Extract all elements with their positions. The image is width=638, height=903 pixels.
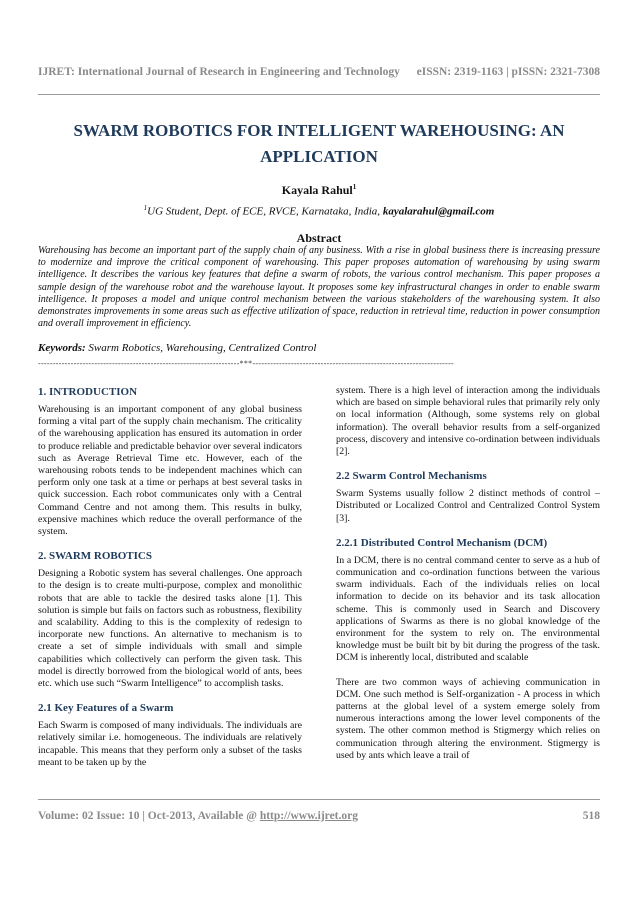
volume-info	[38, 810, 358, 822]
subsection-heading-key-features: 2.1 Key Features of a Swarm	[38, 702, 174, 715]
introduction-paragraph: Warehousing is an important component of any global business forming a vital part of the supply chain mechanism. The criticality of the warehousing application has ensured its automation in order to produce reliable and predictable behavior over several indicators such as Average Retrieval Time etc. However, each of the warehousing robots tends to be independent machines which can perform only one task at a time or perhaps at best several tasks in quick succession. Each robot communicates only with a Central Command Centre and not among them. This results in bulky, expensive machines which reduce the overall performance of the system.	[38, 404, 302, 538]
section-heading-swarm-robotics: 2. SWARM ROBOTICS	[38, 550, 152, 563]
journal-url-link[interactable]: http://www.ijret.org	[259, 810, 358, 822]
abstract-text: Warehousing has become an important part of the supply chain of any business. With a rise in global business there is increasing pressure to modernize and improve the critical component of warehousing. This paper proposes automation of warehousing by using swarm intelligence. It describes the various key features that define a swarm of robots, the various control mechanism. This paper proposes a sample design of the warehouse robot and the warehouse layout. It proposes some key infrastructural changes in order to enable swarm intelligence. It proposes a model and unique control mechanism between the various stakeholders of the warehousing system. It also demonstrates improvements in some areas such as effective utilization of space, reduction in retrieval time, reduction in power consumption and overall improvement in efficiency.	[38, 245, 600, 330]
author-superscript: 1	[352, 183, 357, 191]
abstract-heading: Abstract	[296, 231, 342, 245]
author-name	[38, 183, 600, 198]
running-header	[38, 66, 600, 78]
right-column	[336, 385, 600, 774]
author-name-text: Kayala Rahul	[281, 183, 353, 197]
volume-text: Volume: 02 Issue: 10 | Oct-2013, Available @	[38, 810, 260, 822]
control-mechanisms-paragraph: Swarm Systems usually follow 2 distinct methods of control – Distributed or Localized Control and Centralized Control System [3].	[336, 488, 600, 524]
keywords-line	[38, 342, 600, 354]
dcm-paragraph-2: There are two common ways of achieving communication in DCM. One such method is Self-organization - A process in which patterns at the global level of a system emerge solely from numerous interactions among the lower level components of the system. The other common method is Stigmergy which relies on communication through altering the environment. Stigmergy is used by ants which leave a trail of	[336, 676, 600, 761]
swarm-robotics-paragraph: Designing a Robotic system has several challenges. One approach to the design is to create multi-purpose, complex and monolithic robots that are able to tackle the desired tasks alone [1]. This solution is simple but fails on factors such as robustness, flexibility and scalability. Adding to this is the complexity of redesign to incorporate new functions. An alternative to mechanism is to create a set of simple individuals with small and simple capabilities which collectively can perform the given task. This model is directly borrowed from the biological world of ants, bees etc. which use such “Swarm Intelligence” to accomplish tasks.	[38, 568, 302, 690]
footer-rule	[38, 799, 600, 800]
subsection-heading-dcm: 2.2.1 Distributed Control Mechanism (DCM)	[336, 536, 548, 549]
left-column	[38, 386, 302, 781]
issn-info: eISSN: 2319-1163 | pISSN: 2321-7308	[416, 66, 600, 78]
subsection-heading-control-mechanisms: 2.2 Swarm Control Mechanisms	[336, 470, 487, 483]
affiliation-text: UG Student, Dept. of ECE, RVCE, Karnataka, India,	[147, 205, 383, 218]
title-line-2: APPLICATION	[260, 147, 378, 166]
continued-paragraph: system. There is a high level of interaction among the individuals which are based on simple behavioral rules that primarily rely only on local information (Although, some systems rely on global information). The overall behavior results from a self-organized process, discovery and intensive co-ordination between individuals [2].	[336, 385, 600, 458]
page-number: 518	[582, 810, 600, 822]
section-heading-introduction: 1. INTRODUCTION	[38, 386, 138, 398]
affiliation-superscript: 1	[143, 204, 148, 212]
header-rule	[38, 94, 600, 95]
dcm-paragraph-1: In a DCM, there is no central command center to serve as a hub of communication and co-ordination functions between the various swarm individuals. Each of the individuals relies on local information to decide on its behavior and its task allocation scheme. This is commonly used in Search and Discovery applications of Swarms as there is no global knowledge of the environment for the system to rely on. The environmental knowledge must be built bit by bit during the progress of the task. DCM is inherently local, distributed and scalable	[336, 554, 600, 664]
running-footer	[38, 810, 600, 822]
keywords-list: Swarm Robotics, Warehousing, Centralized Control	[85, 342, 317, 354]
section-separator: --------------------------------------------------------------------***--------------------------------------------------------------------	[38, 359, 455, 368]
title-line-1: SWARM ROBOTICS FOR INTELLIGENT WAREHOUSING: AN	[73, 121, 565, 140]
key-features-paragraph: Each Swarm is composed of many individuals. The individuals are relatively similar i.e. homogeneous. The individuals are relatively incapable. This means that they perform only a subset of the tasks meant to be taken up by the	[38, 720, 302, 768]
author-email[interactable]: kayalarahul@gmail.com	[382, 205, 495, 218]
paper-title	[38, 118, 600, 170]
keywords-label: Keywords:	[38, 342, 86, 354]
author-affiliation	[38, 204, 600, 218]
journal-name: IJRET: International Journal of Research in Engineering and Technology	[38, 66, 400, 78]
